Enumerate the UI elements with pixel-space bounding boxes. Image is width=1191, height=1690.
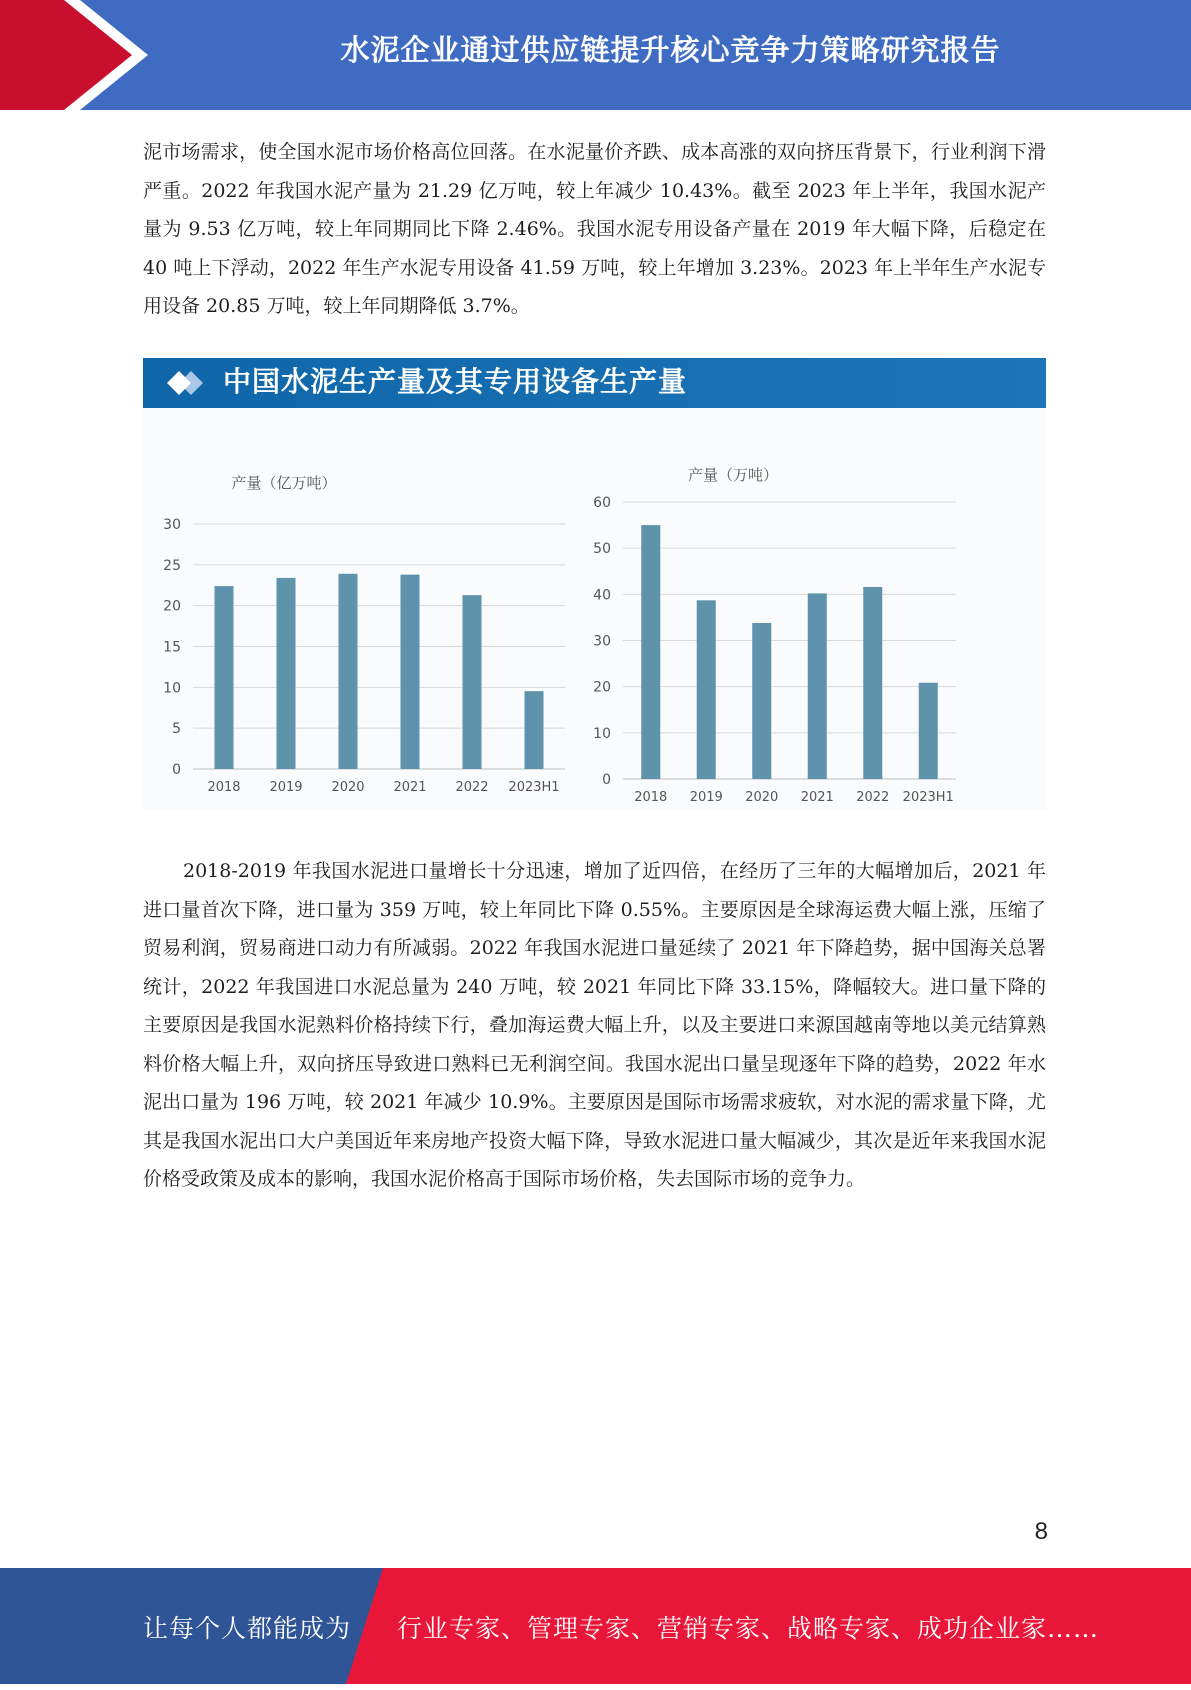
diamond-icon [153,358,213,408]
x-tick-label: 2021 [800,790,834,805]
y-tick-label: 30 [593,633,611,650]
y-tick-label: 50 [593,541,611,558]
chart-title: 产量（亿万吨） [231,474,337,492]
x-tick-label: 2023H1 [508,780,560,795]
y-tick-label: 20 [163,598,181,615]
bar-2018 [215,586,234,769]
figure-title: 中国水泥生产量及其专用设备生产量 [223,365,688,398]
x-tick-label: 2021 [393,780,427,795]
chart-title: 产量（万吨） [687,466,779,484]
figure-body [143,408,1046,810]
bar-2022 [863,587,882,779]
cement-output-chart [143,408,583,810]
bar-2023H1 [919,683,938,779]
figure-title-banner [143,358,1046,408]
bar-2020 [339,574,358,769]
page-header [0,0,1191,110]
y-tick-label: 40 [593,587,611,604]
bar-2019 [697,600,716,779]
y-tick-label: 5 [172,721,181,738]
x-tick-label: 2022 [856,790,890,805]
y-tick-label: 20 [593,679,611,696]
footer-slogan-right: 行业专家、管理专家、营销专家、战略专家、成功企业家…… [397,1614,1100,1643]
x-tick-label: 2018 [634,790,668,805]
bar-2018 [641,525,660,779]
y-tick-label: 10 [593,725,611,742]
equipment-output-chart [583,408,1046,810]
bar-2019 [277,578,296,769]
y-tick-label: 10 [163,680,181,697]
body-paragraph-2: 2018-2019 年我国水泥进口量增长十分迅速，增加了近四倍，在经历了三年的大幅增加后，2021 年进口量首次下降，进口量为 359 万吨，较上年同比下降 0.55%。主要原因是全球海运费大幅上涨，压缩了贸易利润，贸易商进口动力有所减弱。2022 年我国水泥进口量延续了 2021 年下降趋势，据中国海关总署统计，2022 年我国进口水泥总量为 240 万吨，较 2021 年同比下降 33.15%，降幅较大。进口量下降的主要原因是我国水泥熟料价格持续下行，叠加海运费大幅上升，以及主要进口来源国越南等地以美元结算熟料价格大幅上升，双向挤压导致进口熟料已无利润空间。我国水泥出口量呈现逐年下降的趋势，2022 年水泥出口量为 196 万吨，较 2021 年减少 10.9%。主要原因是国际市场需求疲软，对水泥的需求量下降，尤其是我国水泥出口大户美国近年来房地产投资大幅下降，导致水泥进口量大幅减少，其次是近年来我国水泥价格受政策及成本的影响，我国水泥价格高于国际市场价格，失去国际市场的竞争力。 [143,860,1046,1190]
body-paragraph-1: 泥市场需求，使全国水泥市场价格高位回落。在水泥量价齐跌、成本高涨的双向挤压背景下，行业利润下滑严重。2022 年我国水泥产量为 21.29 亿万吨，较上年减少 10.43%。截至 2023 年上半年，我国水泥产量为 9.53 亿万吨，较上年同期同比下降 2.46%。我国水泥专用设备产量在 2019 年大幅下降，后稳定在 40 吨上下浮动，2022 年生产水泥专用设备 41.59 万吨，较上年增加 3.23%。2023 年上半年生产水泥专用设备 20.85 万吨，较上年同期降低 3.7%。 [143,141,1046,317]
y-tick-label: 25 [163,557,181,574]
x-tick-label: 2019 [269,780,303,795]
bar-2021 [401,575,420,769]
y-tick-label: 60 [593,495,611,511]
footer-slogan-left: 让每个人都能成为 [143,1614,352,1643]
bar-2020 [752,623,771,779]
x-tick-label: 2019 [689,790,723,805]
y-tick-label: 15 [163,639,181,656]
y-tick-label: 30 [163,517,181,533]
y-tick-label: 0 [172,762,181,778]
y-tick-label: 0 [602,772,611,788]
bar-2023H1 [525,691,544,769]
report-title: 水泥企业通过供应链提升核心竞争力策略研究报告 [340,33,1001,67]
x-tick-label: 2018 [207,780,241,795]
x-tick-label: 2023H1 [902,790,954,805]
page-number: 8 [1034,1518,1048,1545]
production-figure [143,358,1046,810]
x-tick-label: 2022 [455,780,489,795]
bar-2022 [463,595,482,769]
x-tick-label: 2020 [331,780,365,795]
bar-2021 [808,593,827,779]
x-tick-label: 2020 [745,790,779,805]
